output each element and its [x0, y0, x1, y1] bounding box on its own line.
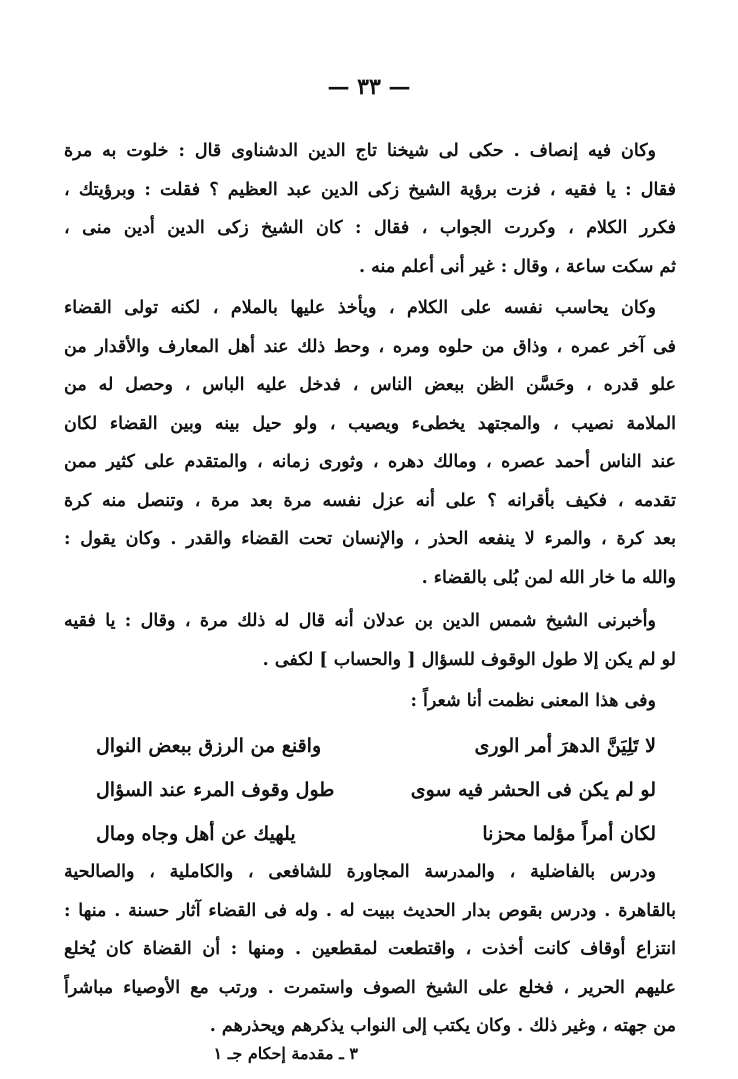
verse-line [96, 768, 656, 812]
paragraph [64, 853, 676, 1046]
verse-second-hemistich: يلهيك عن أهل وجاه ومال [96, 823, 296, 845]
footer-signature: ٣ ـ مقدمة إحكام جـ ١ [213, 1044, 358, 1063]
verse-intro: وفى هذا المعنى نظمت أنا شعراً : [410, 691, 656, 711]
verse-first-hemistich: لكان أمراً مؤلما محزنا [482, 823, 656, 845]
text-line: عليهم الحرير ، فخلع على الشيخ الصوف واستمرت . ورتب مع الأوصياء مباشراً [64, 977, 676, 998]
verse-first-hemistich: لا تَلِيَنَّ الدهرَ أمر الورى [474, 735, 656, 757]
paragraph [64, 602, 676, 679]
text-line: وكان يحاسب نفسه على الكلام ، ويأخذ عليها بالملام ، لكنه تولى القضاء [64, 298, 656, 318]
verse-line [96, 724, 656, 768]
text-line: الملامة نصيب ، والمجتهد يخطىء ويصيب ، ولو حيل بينه وبين القضاء لكان [64, 413, 676, 434]
paragraph [64, 132, 676, 286]
page-number: — ٣٣ — [327, 74, 411, 100]
text-line: بعد كرة ، والمرء لا ينفعه الحذر ، والإنسان تحت القضاء والقدر . وكان يقول : [64, 529, 676, 549]
text-line: عند الناس أحمد عصره ، ومالك دهره ، وثورى زمانه ، والمتقدم على كثير ممن [64, 452, 676, 472]
text-line: ثم سكت ساعة ، وقال : غير أنى أعلم منه . [358, 256, 676, 277]
text-line: علو قدره ، وحَسَّن الظن ببعض الناس ، فدخل عليه الباس ، وحصل له من [64, 375, 676, 395]
text-line: انتزاع أوقاف كانت أخذت ، واقتطعت لمقطعين . ومنها : أن القضاة كان يُخلع [64, 939, 676, 959]
text-line: وكان فيه إنصاف . حكى لى شيخنا تاج الدين الدشناوى قال : خلوت به مرة [64, 141, 656, 161]
verse-first-hemistich: لو لم يكن فى الحشر فيه سوى [410, 779, 656, 801]
poem [96, 724, 656, 856]
verse-second-hemistich: طول وقوف المرء عند السؤال [96, 779, 335, 801]
text-line: لو لم يكن إلا طول الوقوف للسؤال [ والحساب ] لكفى . [262, 649, 676, 670]
paragraph [64, 289, 676, 597]
text-line: فكرر الكلام ، وكررت الجواب ، فقال : كان الشيخ زكى الدين أدين منى ، [64, 218, 676, 238]
text-line: تقدمه ، فكيف بأقرانه ؟ على أنه عزل نفسه مرة بعد مرة ، وتنصل منه كرة [64, 490, 676, 511]
text-line: من جهته ، وغير ذلك . وكان يكتب إلى النواب يذكرهم ويحذرهم . [209, 1016, 676, 1036]
verse-second-hemistich: واقنع من الرزق ببعض النوال [96, 735, 322, 757]
text-line: والله ما خار الله لمن بُلى بالقضاء . [421, 567, 676, 588]
text-line: فقال : يا فقيه ، فزت برؤية الشيخ زكى الدين عبد العظيم ؟ فقلت : وبرؤيتك ، [64, 179, 676, 200]
text-line: ودرس بالفاضلية ، والمدرسة المجاورة للشافعى ، والكاملية ، والصالحية [64, 862, 656, 882]
verse-line [96, 812, 656, 856]
text-line: بالقاهرة . ودرس بقوص بدار الحديث ببيت له . وله فى القضاء آثار حسنة . منها : [64, 900, 676, 921]
text-line: وأخبرنى الشيخ شمس الدين بن عدلان أنه قال له ذلك مرة ، وقال : يا فقيه [64, 611, 656, 631]
text-line: فى آخر عمره ، وذاق من حلوه ومره ، وحط ذلك عند أهل المعارف والأقدار من [64, 336, 676, 357]
